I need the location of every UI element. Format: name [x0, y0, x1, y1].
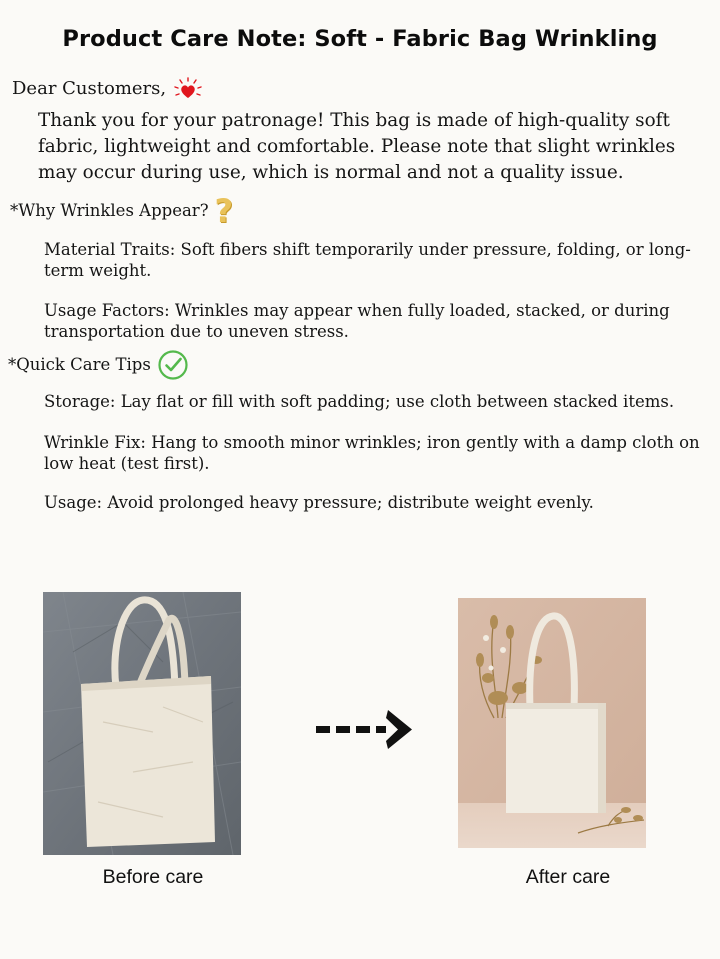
- why-heading-text: *Why Wrinkles Appear?: [10, 201, 209, 220]
- intro-paragraph: Thank you for your patronage! This bag is made of high-quality soft fabric, lightweight and comfortable. Please note that slight wrinkles may occur during use, which is normal and not a quality issue.: [38, 110, 676, 183]
- before-care-caption: Before care: [102, 866, 204, 888]
- greeting: [12, 77, 206, 101]
- greeting-text: Dear Customers,: [12, 78, 167, 99]
- after-care-caption: After care: [525, 866, 611, 888]
- tip-usage: Usage: Avoid prolonged heavy pressure; distribute weight evenly.: [44, 493, 594, 512]
- before-care-photo: [43, 592, 241, 855]
- tip-wrinkle-fix: Wrinkle Fix: Hang to smooth minor wrinkles; iron gently with a damp cloth on low heat (test first).: [44, 433, 700, 473]
- after-care-photo: [458, 598, 646, 848]
- why-item-material: Material Traits: Soft fibers shift temporarily under pressure, folding, or long-term weight.: [44, 240, 691, 280]
- tips-heading-text: *Quick Care Tips: [8, 355, 151, 374]
- page-title: Product Care Note: Soft - Fabric Bag Wrinkling: [62, 26, 658, 52]
- heart-icon: [170, 77, 206, 101]
- question-mark-icon: ?: [214, 192, 234, 230]
- dashed-right-arrow-icon: [316, 708, 414, 752]
- check-circle-icon: [157, 349, 189, 381]
- tips-heading: [8, 349, 189, 381]
- why-item-usage: Usage Factors: Wrinkles may appear when fully loaded, stacked, or during transportation due to uneven stress.: [44, 301, 670, 341]
- tip-storage: Storage: Lay flat or fill with soft padding; use cloth between stacked items.: [44, 392, 675, 411]
- why-heading: [10, 192, 234, 230]
